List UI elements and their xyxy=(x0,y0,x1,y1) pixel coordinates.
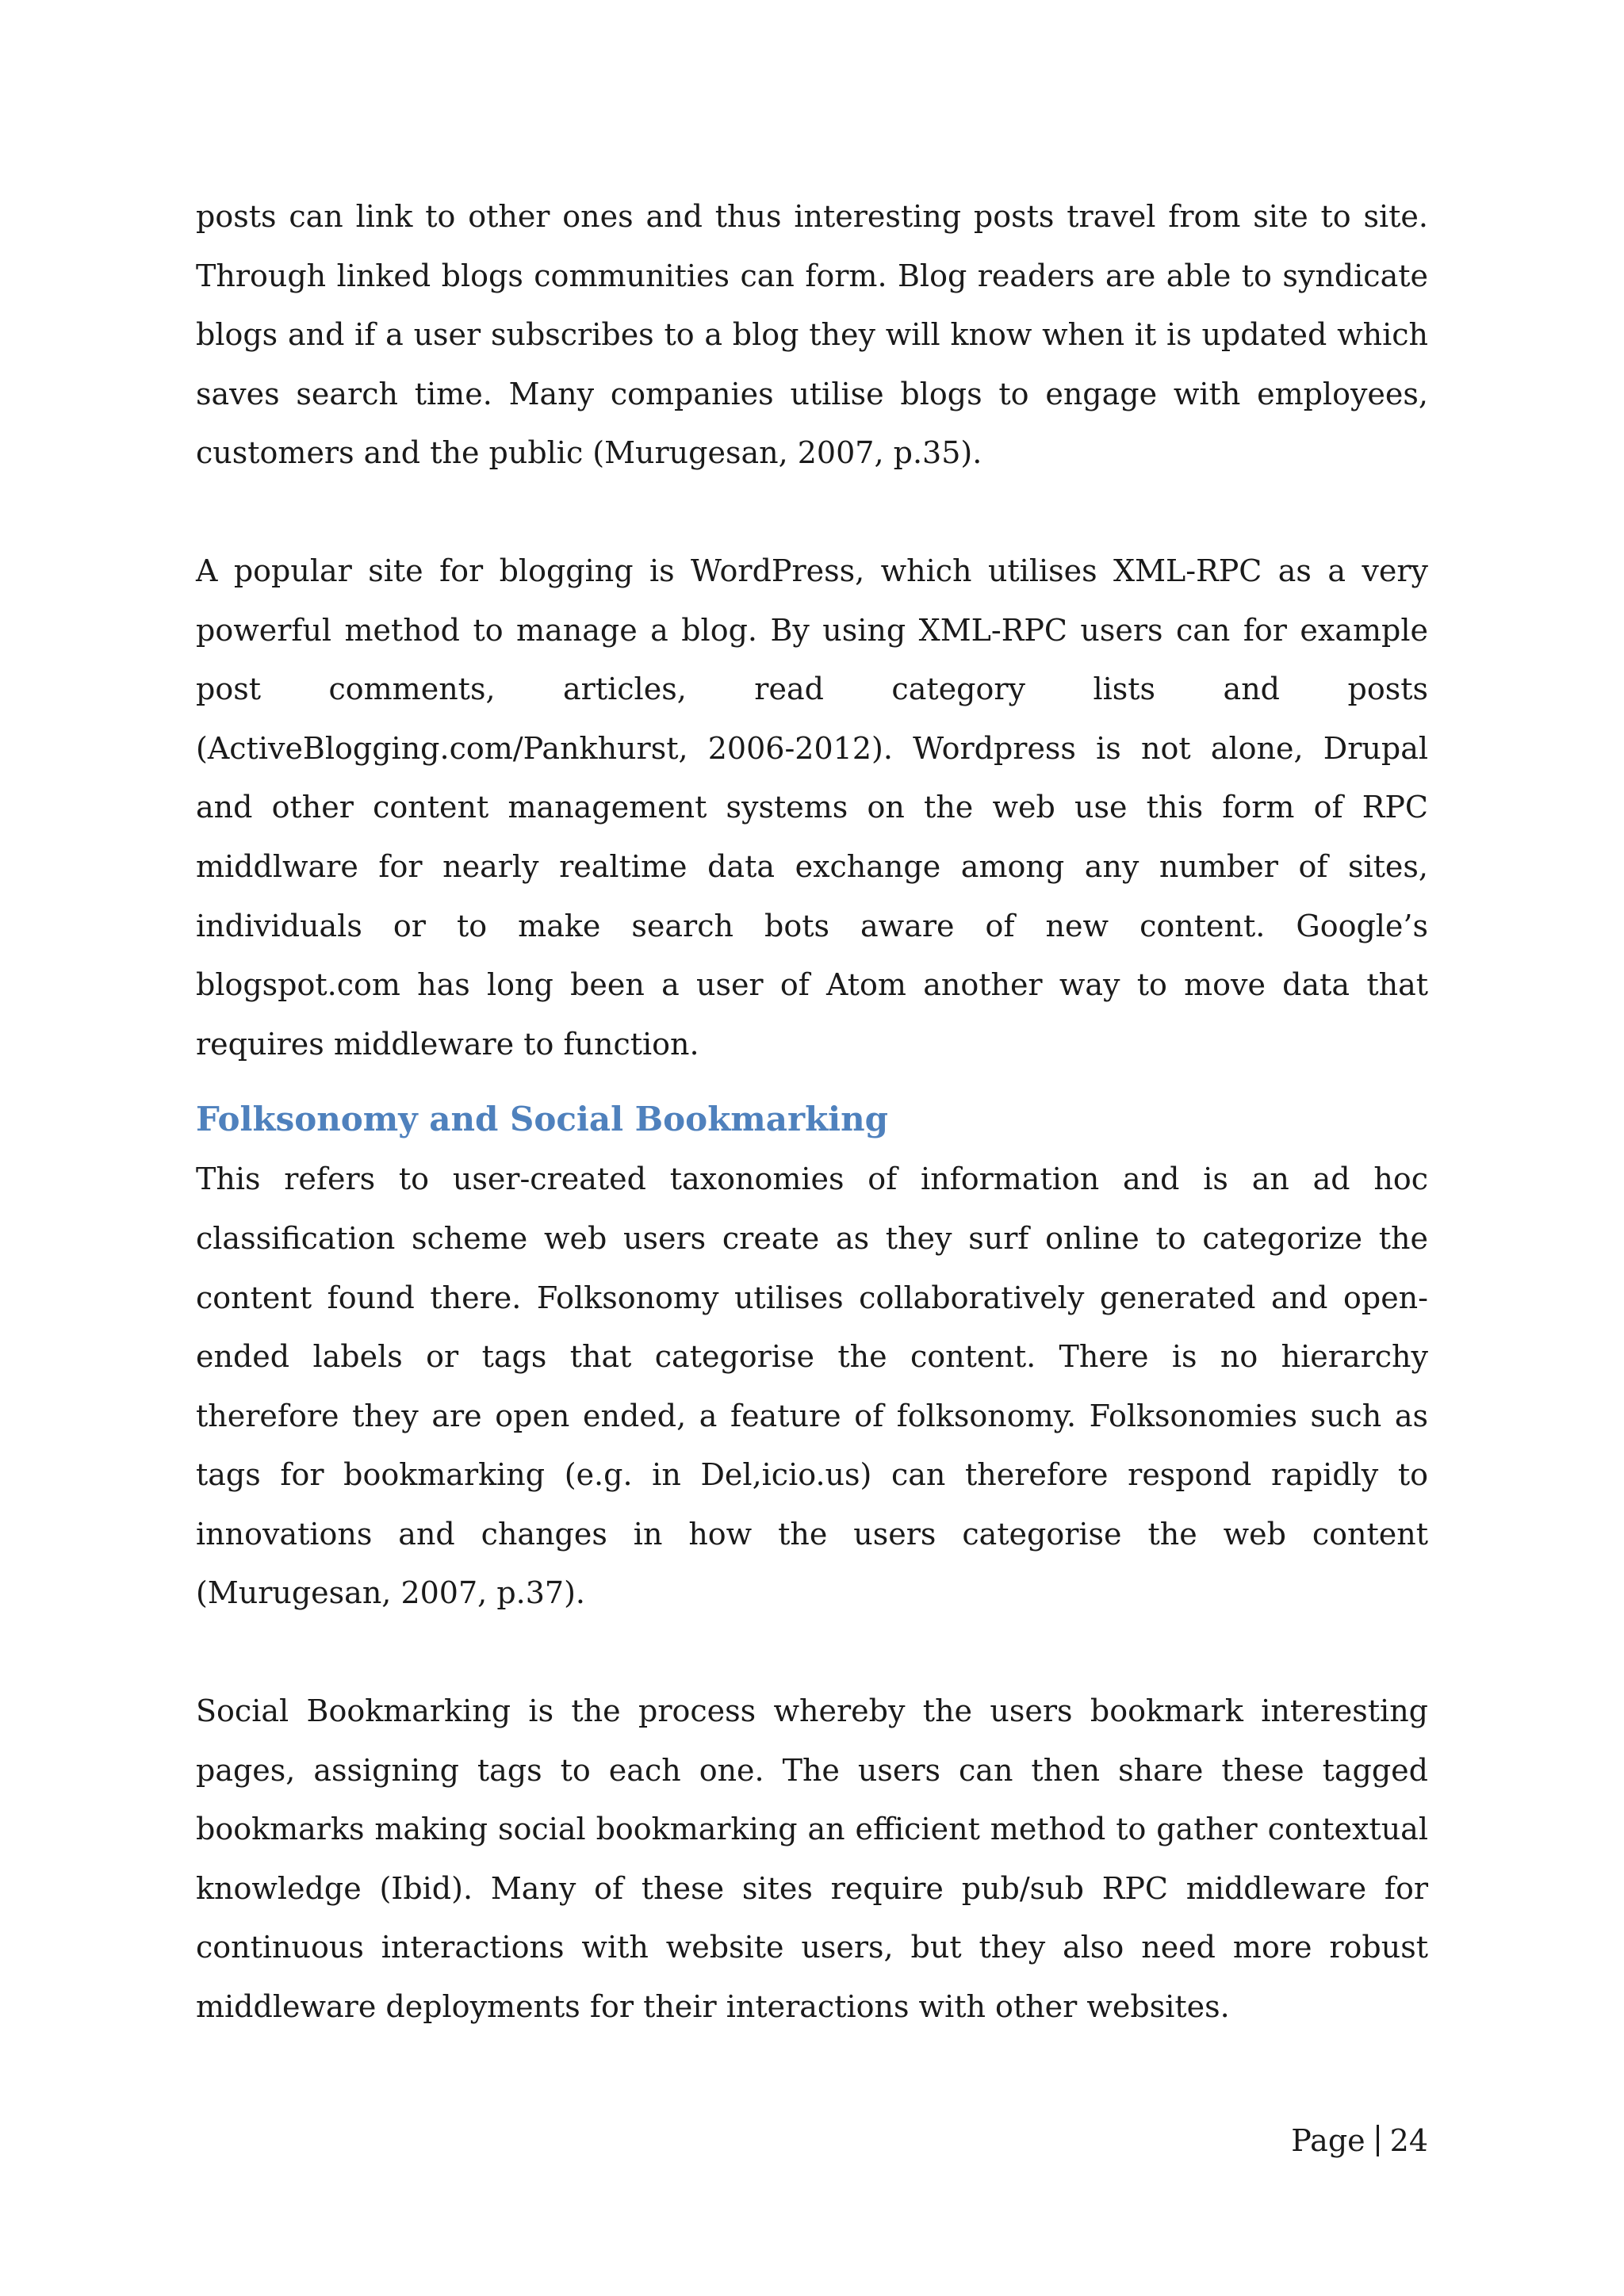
page-content xyxy=(196,187,1428,2037)
page-number: 24 xyxy=(1389,2123,1428,2158)
section-heading: Folksonomy and Social Bookmarking xyxy=(196,1100,889,1139)
body-paragraph: posts can link to other ones and thus interesting posts travel from site to site. Through linked blogs communities can form. Blog readers are able to syndicate blogs and if a user subscribes to a blog they will know when it is updated which saves search time. Many companies utilise blogs to engage with employees, customers and the public (Murugesan, 2007, p.35). xyxy=(196,199,1428,471)
page-label: Page xyxy=(1291,2123,1365,2158)
body-paragraph: Social Bookmarking is the process whereby the users bookmark interesting pages, assigning tags to each one. The users can then share these tagged bookmarks making social bookmarking an efficient method to gather contextual knowledge (Ibid). Many of these sites require pub/sub RPC middleware for continuous interactions with website users, but they also need more robust middleware deployments for their interactions with other websites. xyxy=(196,1693,1428,2025)
page-footer xyxy=(1291,2118,1428,2163)
body-paragraph: A popular site for blogging is WordPress, which utilises XML-RPC as a very powerful method to manage a blog. By using XML-RPC users can for example post comments, articles, read category lists and posts (ActiveBlogging.com/Pankhurst, 2006-2012). Wordpress is not alone, Drupal and other content management systems on the web use this form of RPC middlware for nearly realtime data exchange among any number of sites, individuals or to make search bots aware of new content. Google’s blogspot.com has long been a user of Atom another way to move data that requires middleware to function. xyxy=(196,553,1428,1062)
body-paragraph: This refers to user-created taxonomies of information and is an ad hoc classification scheme web users create as they surf online to categorize the content found there. Folksonomy utilises collaboratively generated and open-ended labels or tags that categorise the content. There is no hierarchy therefore they are open ended, a feature of folksonomy. Folksonomies such as tags for bookmarking (e.g. in Del,icio.us) can therefore respond rapidly to innovations and changes in how the users categorise the web content (Murugesan, 2007, p.37). xyxy=(196,1161,1428,1611)
page-separator xyxy=(1377,2125,1379,2156)
